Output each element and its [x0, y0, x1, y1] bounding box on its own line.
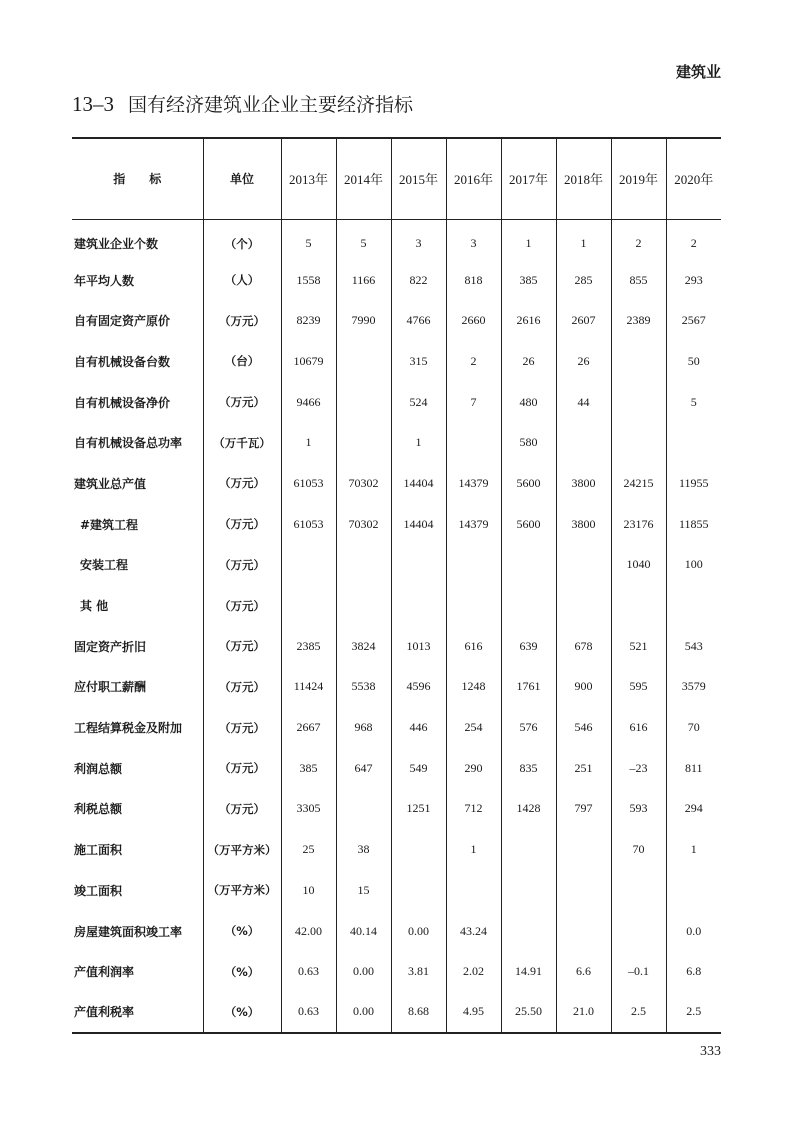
value-cell — [556, 829, 611, 870]
value-cell: 10679 — [281, 341, 336, 382]
value-cell: 70302 — [336, 504, 391, 545]
table-row — [72, 504, 721, 545]
value-cell: 3 — [446, 219, 501, 260]
value-cell: 797 — [556, 789, 611, 830]
header-year: 2019年 — [611, 138, 666, 219]
page-number: 333 — [700, 1044, 721, 1059]
value-cell: 5 — [336, 219, 391, 260]
value-cell: 8.68 — [391, 992, 446, 1033]
value-cell: 818 — [446, 260, 501, 301]
economic-indicators-table — [72, 137, 721, 1034]
table-body — [72, 219, 721, 1033]
value-cell: 0.00 — [336, 992, 391, 1033]
indicator-unit: （万元） — [203, 504, 281, 545]
value-cell — [391, 870, 446, 911]
table-title: 国有经济建筑业企业主要经济指标 — [128, 94, 414, 116]
value-cell — [501, 911, 556, 952]
value-cell — [446, 585, 501, 626]
table-row — [72, 300, 721, 341]
indicator-name: 安装工程 — [80, 558, 129, 573]
value-cell: 639 — [501, 626, 556, 667]
value-cell: 61053 — [281, 463, 336, 504]
indicator-unit: （万千瓦） — [203, 422, 281, 463]
value-cell: 2616 — [501, 300, 556, 341]
header-unit: 单位 — [203, 138, 281, 219]
table-row — [72, 992, 721, 1033]
value-cell: 9466 — [281, 382, 336, 423]
indicator-unit: （万元） — [203, 545, 281, 586]
value-cell: 1251 — [391, 789, 446, 830]
value-cell: 385 — [501, 260, 556, 301]
value-cell: 1428 — [501, 789, 556, 830]
indicator-unit: （万平方米） — [203, 829, 281, 870]
value-cell: 26 — [556, 341, 611, 382]
table-row — [72, 382, 721, 423]
value-cell: 1558 — [281, 260, 336, 301]
value-cell: 15 — [336, 870, 391, 911]
section-label: 建筑业 — [675, 63, 721, 81]
indicator-unit: （万平方米） — [203, 870, 281, 911]
value-cell: 10 — [281, 870, 336, 911]
value-cell: 7990 — [336, 300, 391, 341]
value-cell: 0.0 — [666, 911, 721, 952]
table-row — [72, 341, 721, 382]
value-cell: 3800 — [556, 504, 611, 545]
indicator-name: 工程结算税金及附加 — [74, 721, 183, 736]
indicator-unit: （个） — [203, 219, 281, 260]
value-cell: 14404 — [391, 463, 446, 504]
indicator-name: 年平均人数 — [74, 273, 135, 288]
value-cell — [281, 545, 336, 586]
value-cell: 1166 — [336, 260, 391, 301]
value-cell — [611, 382, 666, 423]
value-cell — [391, 545, 446, 586]
indicator-name: 应付职工薪酬 — [74, 680, 147, 695]
table-row — [72, 422, 721, 463]
indicator-name: 建筑业企业个数 — [74, 237, 159, 252]
value-cell: 42.00 — [281, 911, 336, 952]
header-year: 2016年 — [446, 138, 501, 219]
value-cell: 385 — [281, 748, 336, 789]
value-cell: 38 — [336, 829, 391, 870]
value-cell: 6.6 — [556, 951, 611, 992]
value-cell: 0.00 — [391, 911, 446, 952]
value-cell: 5600 — [501, 463, 556, 504]
indicator-unit: （万元） — [203, 667, 281, 708]
indicator-unit: （万元） — [203, 463, 281, 504]
value-cell: –23 — [611, 748, 666, 789]
value-cell: 14379 — [446, 504, 501, 545]
indicator-name: 施工面积 — [74, 843, 123, 858]
value-cell — [391, 585, 446, 626]
table-row — [72, 707, 721, 748]
value-cell: 293 — [666, 260, 721, 301]
value-cell — [556, 911, 611, 952]
value-cell: 446 — [391, 707, 446, 748]
value-cell — [391, 829, 446, 870]
value-cell: 822 — [391, 260, 446, 301]
indicator-unit: （台） — [203, 341, 281, 382]
data-table-container — [72, 137, 721, 1034]
value-cell: 2389 — [611, 300, 666, 341]
value-cell: 70 — [666, 707, 721, 748]
value-cell: 1 — [281, 422, 336, 463]
table-row — [72, 545, 721, 586]
value-cell: 549 — [391, 748, 446, 789]
value-cell — [336, 789, 391, 830]
value-cell — [446, 545, 501, 586]
value-cell: 61053 — [281, 504, 336, 545]
table-row — [72, 626, 721, 667]
indicator-name: #建筑工程 — [80, 517, 139, 532]
value-cell: 3 — [391, 219, 446, 260]
page-title — [72, 90, 413, 117]
value-cell: 3305 — [281, 789, 336, 830]
header-year: 2020年 — [666, 138, 721, 219]
value-cell: 40.14 — [336, 911, 391, 952]
value-cell — [501, 545, 556, 586]
value-cell: 70 — [611, 829, 666, 870]
value-cell: 2 — [666, 219, 721, 260]
value-cell: 290 — [446, 748, 501, 789]
value-cell: 1 — [666, 829, 721, 870]
value-cell: 24215 — [611, 463, 666, 504]
value-cell: 7 — [446, 382, 501, 423]
value-cell — [611, 341, 666, 382]
value-cell — [336, 341, 391, 382]
value-cell — [336, 545, 391, 586]
value-cell: 14.91 — [501, 951, 556, 992]
value-cell: 315 — [391, 341, 446, 382]
value-cell: 5538 — [336, 667, 391, 708]
value-cell: 1013 — [391, 626, 446, 667]
value-cell: 2607 — [556, 300, 611, 341]
value-cell: 546 — [556, 707, 611, 748]
value-cell: 5 — [281, 219, 336, 260]
value-cell: 2 — [446, 341, 501, 382]
value-cell: 2.02 — [446, 951, 501, 992]
value-cell: 2 — [611, 219, 666, 260]
value-cell: 900 — [556, 667, 611, 708]
value-cell — [281, 585, 336, 626]
value-cell — [611, 585, 666, 626]
value-cell: 294 — [666, 789, 721, 830]
value-cell: 4766 — [391, 300, 446, 341]
value-cell: 2.5 — [611, 992, 666, 1033]
table-header-row — [72, 138, 721, 219]
indicator-unit: （万元） — [203, 748, 281, 789]
value-cell: 2667 — [281, 707, 336, 748]
value-cell: 8239 — [281, 300, 336, 341]
value-cell: 1 — [501, 219, 556, 260]
indicator-name: 固定资产折旧 — [74, 639, 147, 654]
value-cell: –0.1 — [611, 951, 666, 992]
value-cell: 43.24 — [446, 911, 501, 952]
value-cell: 595 — [611, 667, 666, 708]
value-cell: 647 — [336, 748, 391, 789]
value-cell: 1 — [556, 219, 611, 260]
value-cell: 576 — [501, 707, 556, 748]
value-cell: 1040 — [611, 545, 666, 586]
value-cell: 23176 — [611, 504, 666, 545]
value-cell: 0.63 — [281, 992, 336, 1033]
value-cell: 521 — [611, 626, 666, 667]
value-cell: 25.50 — [501, 992, 556, 1033]
indicator-name: 产值利润率 — [74, 965, 135, 980]
value-cell — [556, 585, 611, 626]
value-cell — [611, 422, 666, 463]
value-cell: 2.5 — [666, 992, 721, 1033]
value-cell: 1761 — [501, 667, 556, 708]
value-cell: 616 — [611, 707, 666, 748]
value-cell: 100 — [666, 545, 721, 586]
header-year: 2015年 — [391, 138, 446, 219]
table-row — [72, 260, 721, 301]
header-indicator: 指 标 — [72, 138, 203, 219]
indicator-unit: （万元） — [203, 707, 281, 748]
value-cell — [556, 870, 611, 911]
indicator-unit: （%） — [203, 911, 281, 952]
value-cell — [336, 422, 391, 463]
indicator-name: 产值利税率 — [74, 1005, 135, 1020]
indicator-name: 自有机械设备总功率 — [74, 436, 183, 451]
value-cell: 285 — [556, 260, 611, 301]
value-cell: 251 — [556, 748, 611, 789]
value-cell: 1 — [391, 422, 446, 463]
value-cell — [336, 585, 391, 626]
value-cell: 3.81 — [391, 951, 446, 992]
indicator-name: 建筑业总产值 — [74, 476, 147, 491]
table-number: 13–3 — [72, 92, 114, 116]
value-cell: 11855 — [666, 504, 721, 545]
value-cell: 835 — [501, 748, 556, 789]
value-cell: 21.0 — [556, 992, 611, 1033]
indicator-unit: （万元） — [203, 300, 281, 341]
table-row — [72, 463, 721, 504]
indicator-name: 房屋建筑面积竣工率 — [74, 924, 183, 939]
value-cell: 254 — [446, 707, 501, 748]
table-row — [72, 667, 721, 708]
value-cell: 3800 — [556, 463, 611, 504]
value-cell: 968 — [336, 707, 391, 748]
value-cell: 26 — [501, 341, 556, 382]
indicator-name: 自有机械设备净价 — [74, 395, 171, 410]
table-row — [72, 585, 721, 626]
indicator-name: 其 他 — [80, 599, 109, 614]
value-cell: 14379 — [446, 463, 501, 504]
value-cell: 2660 — [446, 300, 501, 341]
indicator-unit: （人） — [203, 260, 281, 301]
value-cell — [556, 422, 611, 463]
table-row — [72, 870, 721, 911]
indicator-unit: （%） — [203, 951, 281, 992]
value-cell — [501, 829, 556, 870]
value-cell — [446, 870, 501, 911]
table-row — [72, 829, 721, 870]
indicator-unit: （万元） — [203, 382, 281, 423]
header-year: 2013年 — [281, 138, 336, 219]
table-row — [72, 748, 721, 789]
value-cell: 2385 — [281, 626, 336, 667]
table-row — [72, 219, 721, 260]
value-cell — [611, 911, 666, 952]
value-cell: 5 — [666, 382, 721, 423]
table-row — [72, 911, 721, 952]
value-cell — [446, 422, 501, 463]
value-cell: 712 — [446, 789, 501, 830]
indicator-name: 利润总额 — [74, 761, 123, 776]
value-cell — [611, 870, 666, 911]
indicator-unit: （%） — [203, 992, 281, 1033]
value-cell: 580 — [501, 422, 556, 463]
value-cell: 3824 — [336, 626, 391, 667]
value-cell: 11424 — [281, 667, 336, 708]
value-cell — [666, 870, 721, 911]
indicator-unit: （万元） — [203, 789, 281, 830]
value-cell: 1 — [446, 829, 501, 870]
value-cell: 6.8 — [666, 951, 721, 992]
value-cell: 593 — [611, 789, 666, 830]
value-cell: 480 — [501, 382, 556, 423]
value-cell: 678 — [556, 626, 611, 667]
value-cell — [666, 585, 721, 626]
indicator-unit: （万元） — [203, 585, 281, 626]
value-cell — [556, 545, 611, 586]
indicator-name: 自有机械设备台数 — [74, 354, 171, 369]
value-cell — [501, 870, 556, 911]
value-cell: 14404 — [391, 504, 446, 545]
value-cell: 4.95 — [446, 992, 501, 1033]
table-row — [72, 789, 721, 830]
indicator-name: 自有固定资产原价 — [74, 314, 171, 329]
indicator-unit: （万元） — [203, 626, 281, 667]
value-cell — [666, 422, 721, 463]
value-cell: 2567 — [666, 300, 721, 341]
value-cell: 616 — [446, 626, 501, 667]
value-cell: 11955 — [666, 463, 721, 504]
value-cell: 543 — [666, 626, 721, 667]
value-cell: 855 — [611, 260, 666, 301]
value-cell — [336, 382, 391, 423]
value-cell: 0.00 — [336, 951, 391, 992]
value-cell: 524 — [391, 382, 446, 423]
value-cell: 50 — [666, 341, 721, 382]
indicator-name: 竣工面积 — [74, 883, 123, 898]
header-year: 2014年 — [336, 138, 391, 219]
table-row — [72, 951, 721, 992]
value-cell: 70302 — [336, 463, 391, 504]
value-cell: 44 — [556, 382, 611, 423]
value-cell: 811 — [666, 748, 721, 789]
value-cell: 25 — [281, 829, 336, 870]
value-cell — [501, 585, 556, 626]
value-cell: 4596 — [391, 667, 446, 708]
value-cell: 5600 — [501, 504, 556, 545]
indicator-name: 利税总额 — [74, 802, 123, 817]
value-cell: 0.63 — [281, 951, 336, 992]
header-year: 2017年 — [501, 138, 556, 219]
header-year: 2018年 — [556, 138, 611, 219]
value-cell: 3579 — [666, 667, 721, 708]
value-cell: 1248 — [446, 667, 501, 708]
